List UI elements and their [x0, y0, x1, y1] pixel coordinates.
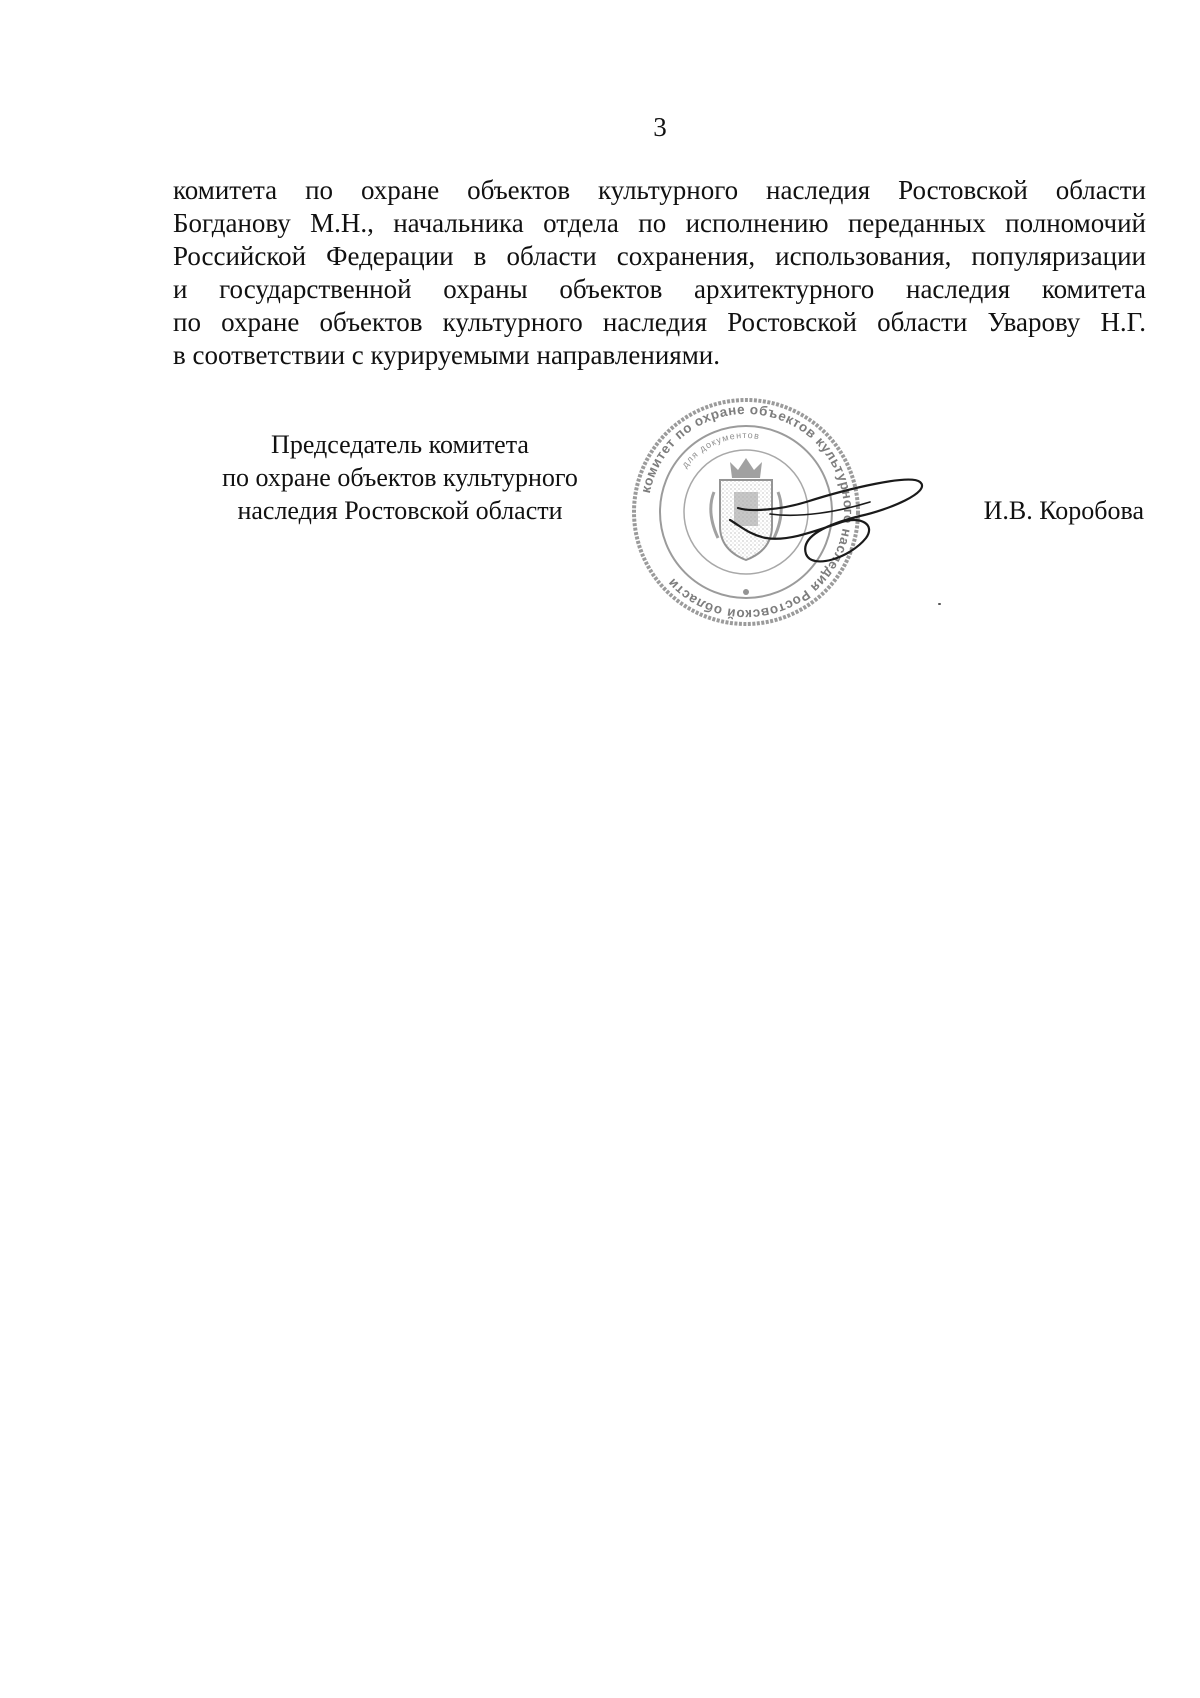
signatory-title-line: Председатель комитета: [271, 430, 529, 459]
body-line: в соответствии с курируемыми направлениями.: [173, 340, 720, 370]
body-paragraph: [173, 174, 1146, 372]
page-number: 3: [653, 112, 667, 142]
body-line: и государственной охраны объектов архитектурного наследия комитета: [173, 274, 1146, 304]
body-line: по охране объектов культурного наследия Ростовской области Уварову Н.Г.: [173, 307, 1146, 337]
signer-name: И.В. Коробова: [983, 496, 1144, 525]
body-line: Российской Федерации в области сохранения, использования, популяризации: [173, 241, 1146, 271]
body-line: комитета по охране объектов культурного наследия Ростовской области: [173, 175, 1146, 205]
signatory-title: [200, 428, 600, 527]
handwritten-signature-icon: [710, 460, 950, 570]
stamp-outer-text: комитет по охране объектов культурного наследия Ростовской области: [637, 401, 857, 623]
stamp-inner-text: для документов: [679, 429, 761, 470]
signatory-title-line: наследия Ростовской области: [237, 496, 563, 525]
scan-speck: [938, 603, 941, 605]
body-line: Богданову М.Н., начальника отдела по исполнению переданных полномочий: [173, 208, 1146, 238]
signatory-title-line: по охране объектов культурного: [222, 463, 578, 492]
